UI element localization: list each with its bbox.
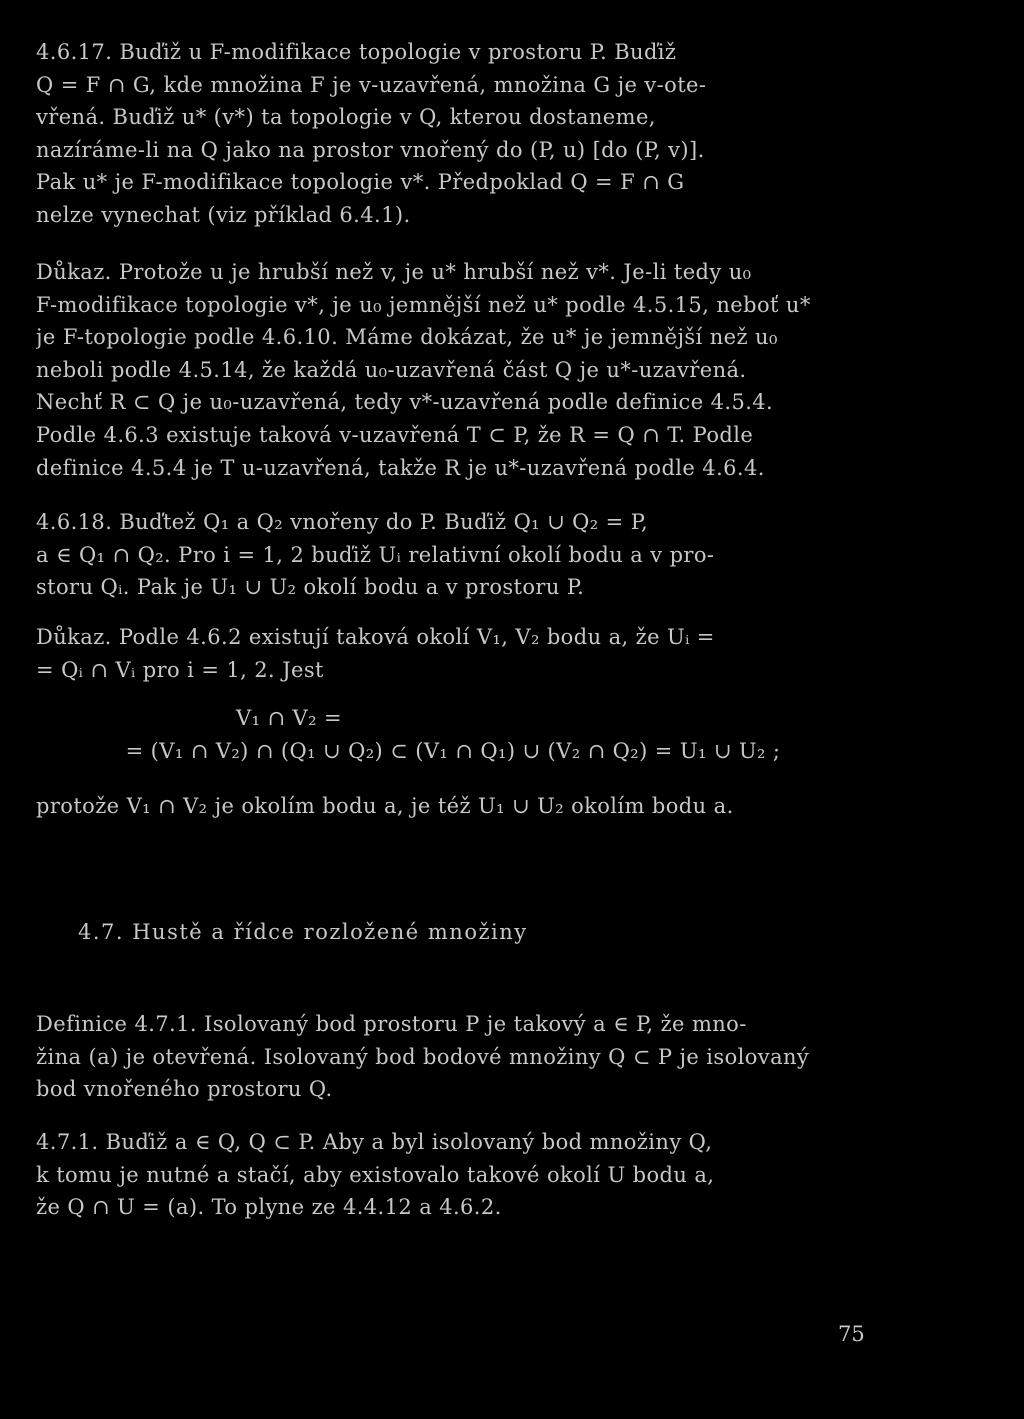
text-line: 4.7.1. Buďiž a ∈ Q, Q ⊂ P. Aby a byl isolovaný bod množiny Q, bbox=[36, 1130, 713, 1154]
text-line: je F-topologie podle 4.6.10. Máme dokázat, že u* je jemnější než u₀ bbox=[36, 325, 778, 350]
text-line: definice 4.5.4 je T u-uzavřená, takže R je u*-uzavřená podle 4.6.4. bbox=[36, 455, 765, 480]
text-line: Důkaz. Podle 4.6.2 existují taková okolí V₁, V₂ bodu a, že Uᵢ = bbox=[36, 625, 715, 649]
text-line: 4.6.17. Buďiž u F-modifikace topologie v prostoru P. Buďiž bbox=[36, 40, 677, 64]
equation bbox=[36, 702, 870, 767]
text-line: Nechť R ⊂ Q je u₀-uzavřená, tedy v*-uzavřená podle definice 4.5.4. bbox=[36, 390, 774, 415]
text-line: k tomu je nutné a stačí, aby existovalo takové okolí U bodu a, bbox=[36, 1162, 715, 1187]
text-line: 4.6.18. Buďtež Q₁ a Q₂ vnořeny do P. Buďiž Q₁ ∪ Q₂ = P, bbox=[36, 510, 649, 534]
text-line: nelze vynechat (viz příklad 6.4.1). bbox=[36, 202, 411, 227]
text-line: nazíráme-li na Q jako na prostor vnořený do (P, u) [do (P, v)]. bbox=[36, 137, 705, 162]
text-line: neboli podle 4.5.14, že každá u₀-uzavřená část Q je u*-uzavřená. bbox=[36, 357, 747, 382]
text-line: protože V₁ ∩ V₂ je okolím bodu a, je též U₁ ∪ U₂ okolím bodu a. bbox=[36, 794, 734, 818]
text-line: že Q ∩ U = (a). To plyne ze 4.4.12 a 4.6.2. bbox=[36, 1195, 502, 1220]
equation-line: V₁ ∩ V₂ = bbox=[236, 706, 342, 730]
equation-line: = (V₁ ∩ V₂) ∩ (Q₁ ∪ Q₂) ⊂ (V₁ ∩ Q₁) ∪ (V₂ ∩ Q₂) = U₁ ∪ U₂ ; bbox=[125, 738, 781, 763]
text-line: storu Qᵢ. Pak je U₁ ∪ U₂ okolí bodu a v prostoru P. bbox=[36, 575, 585, 600]
theorem-4-6-17 bbox=[36, 36, 870, 232]
text-line: žina (a) je otevřená. Isolovaný bod bodové množiny Q ⊂ P je isolovaný bbox=[36, 1044, 810, 1069]
theorem-4-7-1 bbox=[36, 1126, 870, 1224]
text-line: Důkaz. Protože u je hrubší než v, je u* hrubší než v*. Je-li tedy u₀ bbox=[36, 260, 752, 284]
text-line: Q = F ∩ G, kde množina F je v-uzavřená, množina G je v-ote- bbox=[36, 72, 707, 97]
proof-4-6-18-end bbox=[36, 790, 870, 823]
proof-4-6-17 bbox=[36, 256, 870, 484]
text-line: bod vnořeného prostoru Q. bbox=[36, 1077, 333, 1102]
text-line: vřená. Buďiž u* (v*) ta topologie v Q, kterou dostaneme, bbox=[36, 105, 656, 130]
text-line: F-modifikace topologie v*, je u₀ jemnější než u* podle 4.5.15, neboť u* bbox=[36, 292, 811, 317]
text-line: Definice 4.7.1. Isolovaný bod prostoru P je takový a ∈ P, že mno- bbox=[36, 1012, 747, 1036]
text-line: a ∈ Q₁ ∩ Q₂. Pro i = 1, 2 buďiž Uᵢ relativní okolí bodu a v pro- bbox=[36, 542, 715, 567]
text-line: Podle 4.6.3 existuje taková v-uzavřená T ⊂ P, že R = Q ∩ T. Podle bbox=[36, 422, 754, 447]
proof-4-6-18 bbox=[36, 621, 870, 686]
theorem-4-6-18 bbox=[36, 506, 870, 604]
text-line: Pak u* je F-modifikace topologie v*. Předpoklad Q = F ∩ G bbox=[36, 170, 685, 195]
page-number: 75 bbox=[838, 1322, 865, 1346]
text-line: = Qᵢ ∩ Vᵢ pro i = 1, 2. Jest bbox=[36, 657, 324, 682]
section-heading: 4.7. Hustě a řídce rozložené množiny bbox=[78, 920, 528, 944]
definition-4-7-1 bbox=[36, 1008, 870, 1106]
